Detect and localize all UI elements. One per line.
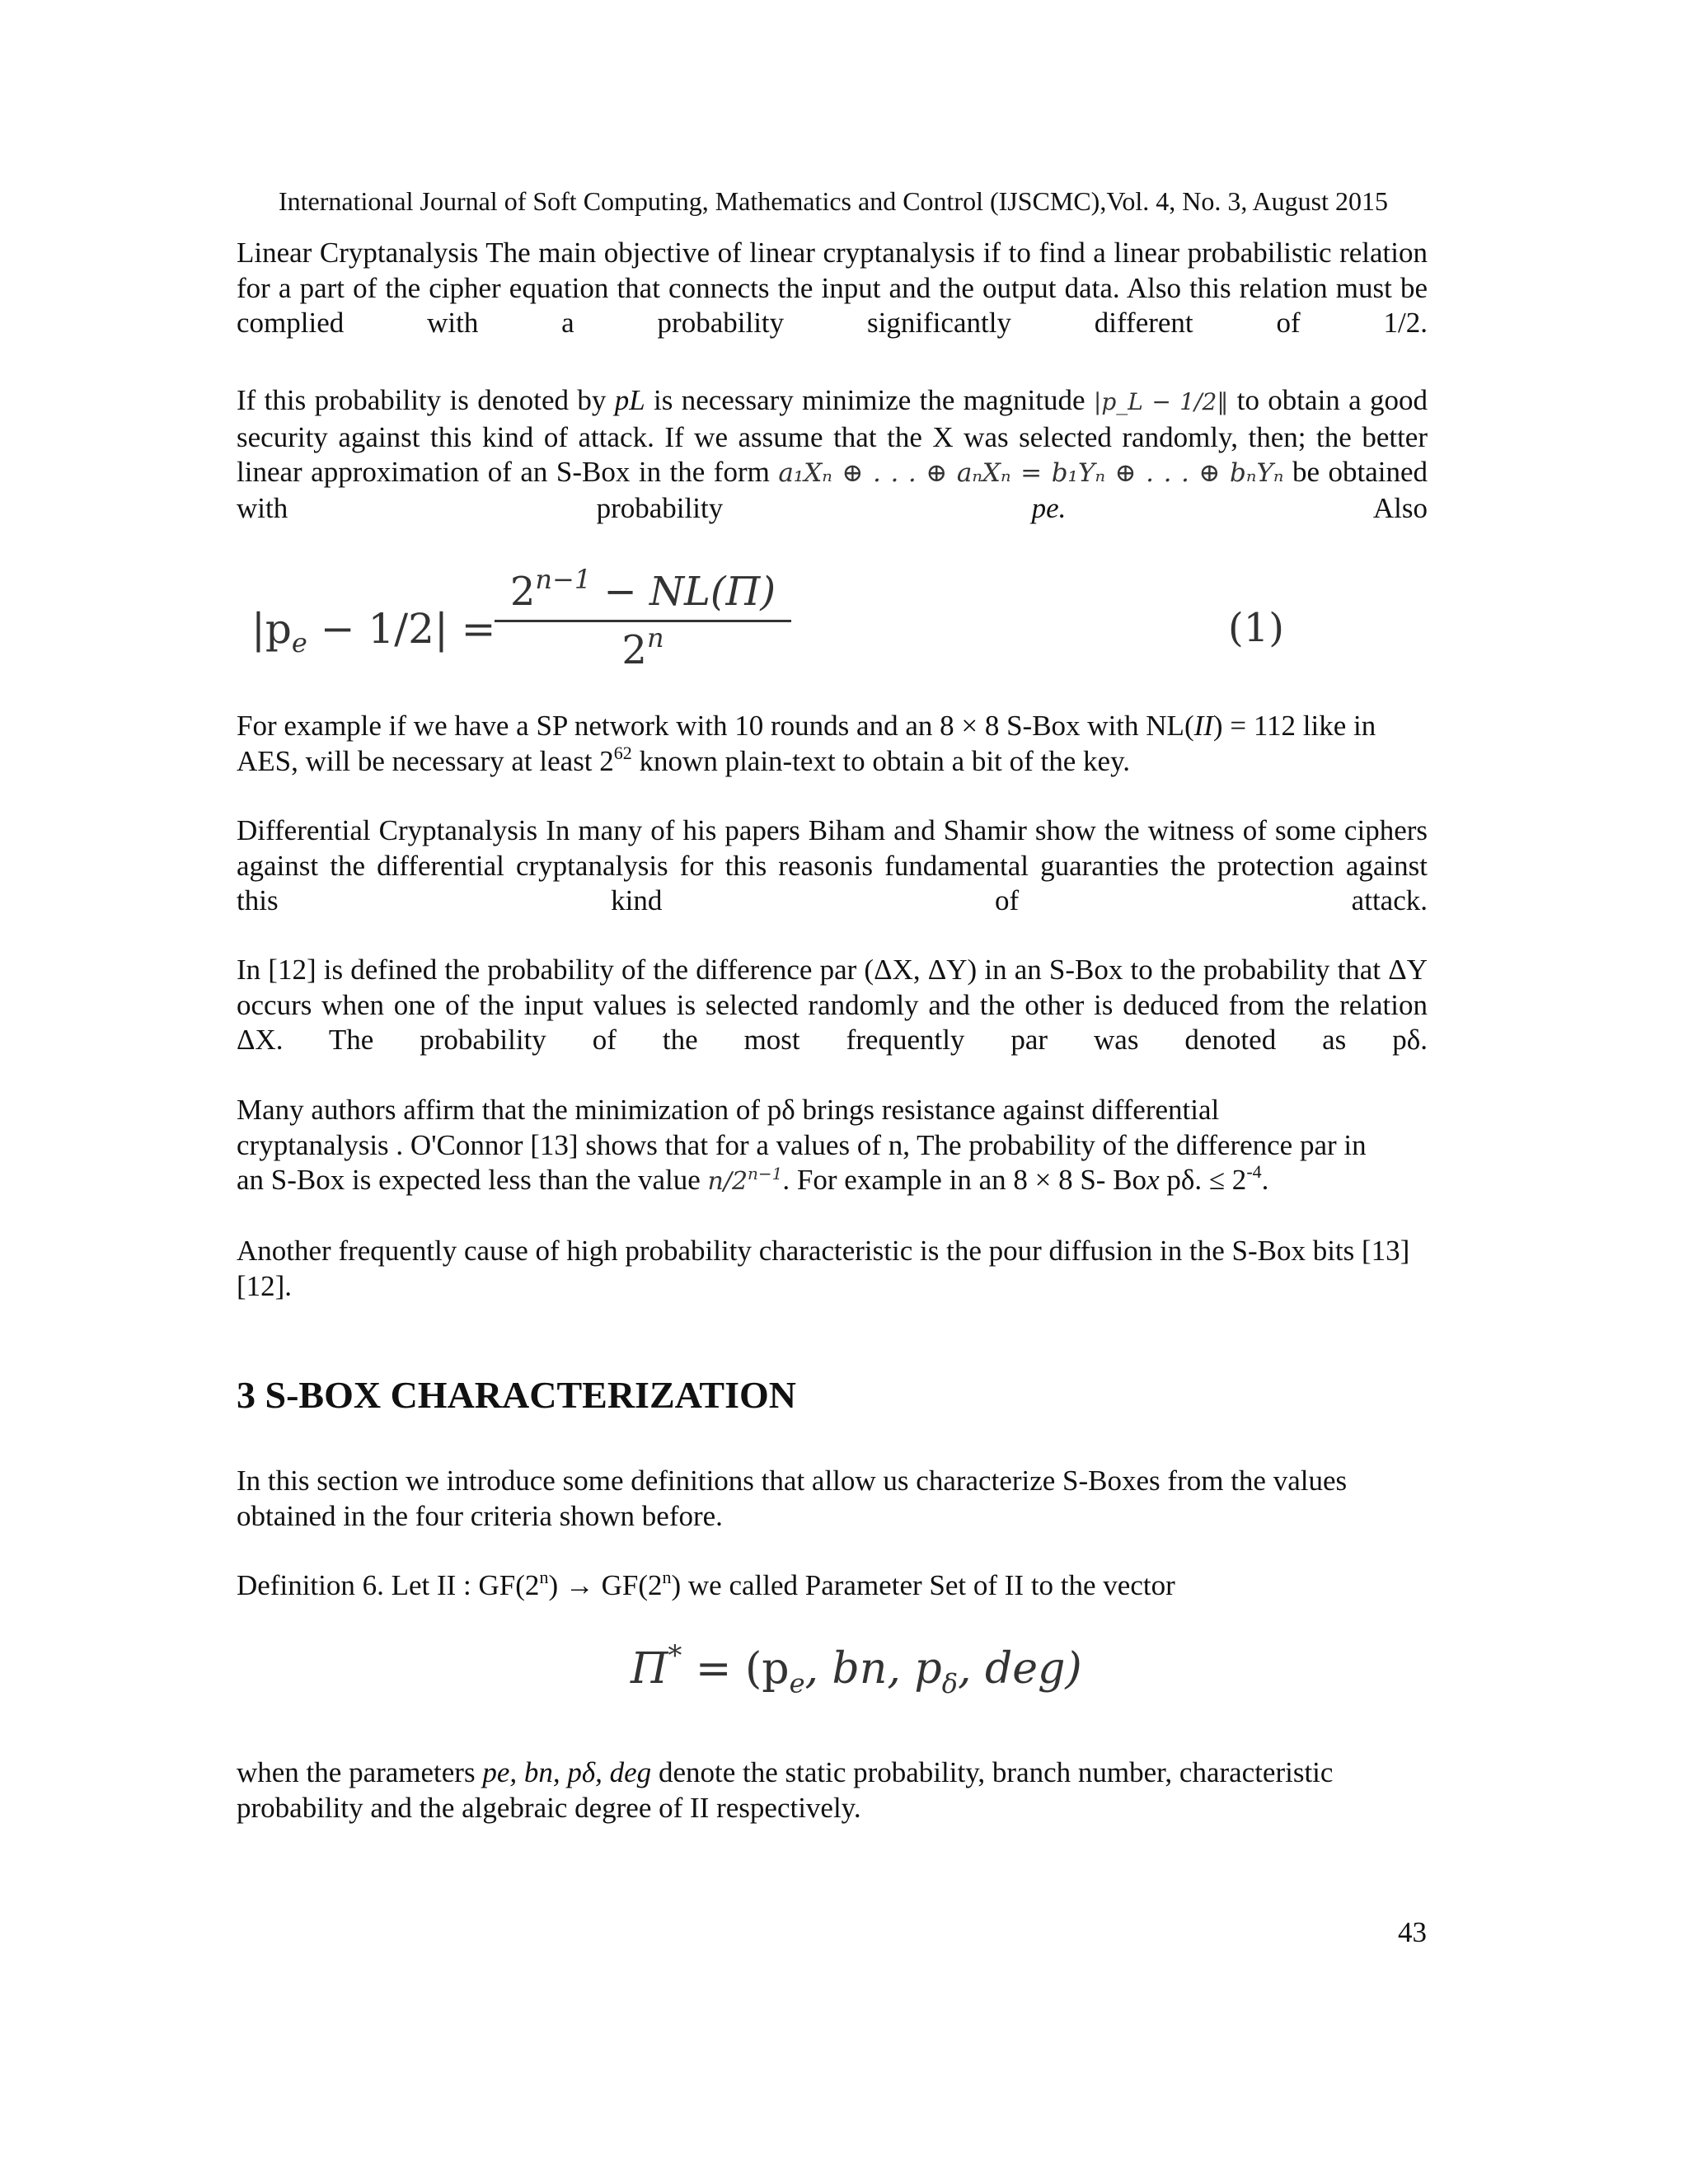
paragraph-difference-probability: In [12] is defined the probability of the difference par (ΔX, ΔY) in an S-Box to the probability that ΔY occurs when one of the input values is selected randomly and the other is deduced from the relation ΔX. The probability of the most frequently par was denoted as pδ. bbox=[237, 954, 1428, 1056]
magnitude-formula: |p_L − 1/2‖ bbox=[1093, 388, 1229, 415]
equation-1-numerator: $2^{n-1} - NL(\Pi)$ bbox=[495, 569, 791, 622]
paragraph-linear-cryptanalysis: Linear Cryptanalysis The main objective of linear cryptanalysis if to find a linear probabilistic relation for a part of the cipher equation that connects the input and the output data. Also this relation must be complied with a probability significantly different of 1/2. bbox=[237, 237, 1428, 339]
p2-text-e: Also bbox=[1372, 491, 1428, 524]
p2-text-d: be obtained with probability bbox=[237, 456, 1428, 524]
equation-1-denominator: 2$^n$ bbox=[621, 622, 664, 673]
paragraph-section-intro: In this section we introduce some definitions that allow us characterize S-Boxes from the values obtained in the four criteria shown before. bbox=[237, 1465, 1348, 1532]
equation-1-lhs: $|p_e - 1/2|$ = bbox=[251, 605, 496, 658]
section-heading: 3 S-BOX CHARACTERIZATION bbox=[237, 1374, 797, 1416]
paragraph-aes-example: For example if we have a SP network with 10 rounds and an 8 × 8 S-Box with NL(II) = 112 like in AES, will be necessary at least $2^{62}$ known plain-text to obtain a bit of the key. bbox=[237, 710, 1376, 777]
linear-approximation-formula: a₁Xₙ ⊕ . . . ⊕ aₙXₙ = b₁Yₙ ⊕ . . . ⊕ bₙYₙ bbox=[778, 458, 1284, 488]
paragraph-diffusion: Another frequently cause of high probability characteristic is the pour diffusion in the S-Box bits [13][12]. bbox=[237, 1235, 1410, 1302]
p2-text-b: is necessary minimize the magnitude bbox=[654, 384, 1085, 416]
p2-text-c: to obtain a good security against this kind of attack. If we assume that the X was selected randomly, then; the better linear approximation of an S-Box in the form bbox=[237, 384, 1428, 488]
p6-line-1: Many authors affirm that the minimization of pδ brings resistance against differential bbox=[237, 1094, 1220, 1126]
p2-text-a: If this probability is denoted by bbox=[237, 384, 607, 416]
p6-line-3: an S-Box is expected less than the value $n/2^{n-1}$. For example in an 8 × 8 S- Box pδ. ≤ $2^{-4}$. bbox=[237, 1161, 1269, 1196]
p2-pl: pL bbox=[614, 384, 645, 416]
equation-parameter-set: $\Pi^* = (p_e$, bn, $p_\delta$, deg) bbox=[631, 1639, 1082, 1699]
value-formula: $n/2^{n-1}$ bbox=[707, 1164, 783, 1196]
equation-1-number: (1) bbox=[1228, 605, 1284, 651]
paragraph-minimization bbox=[237, 1093, 1428, 1200]
paragraph-parameters: when the parameters pe, bn, pδ, deg denote the static probability, branch number, characteristic probability and the algebraic degree of II respectively. bbox=[237, 1756, 1334, 1824]
equation-1-fraction bbox=[495, 564, 791, 673]
paragraph-definition-6: Definition 6. Let II : $GF(2^n) \to GF(2^n)$ we called Parameter Set of II to the vector bbox=[237, 1567, 1175, 1601]
p2-pe: pe. bbox=[1031, 491, 1067, 524]
paragraph-probability bbox=[237, 383, 1428, 561]
page-number: 43 bbox=[1398, 1916, 1427, 1948]
paragraph-differential-cryptanalysis: Differential Cryptanalysis In many of his papers Biham and Shamir show the witness of some ciphers against the differential cryptanalysis for this reasonis fundamental guaranties the protection against this kind of attack. bbox=[237, 814, 1428, 916]
p6-line-2: cryptanalysis . O'Connor [13] shows that for a values of n, The probability of the difference par in bbox=[237, 1128, 1367, 1161]
journal-header: International Journal of Soft Computing, Mathematics and Control (IJSCMC),Vol. 4, No. 3, August 2015 bbox=[279, 186, 1388, 216]
